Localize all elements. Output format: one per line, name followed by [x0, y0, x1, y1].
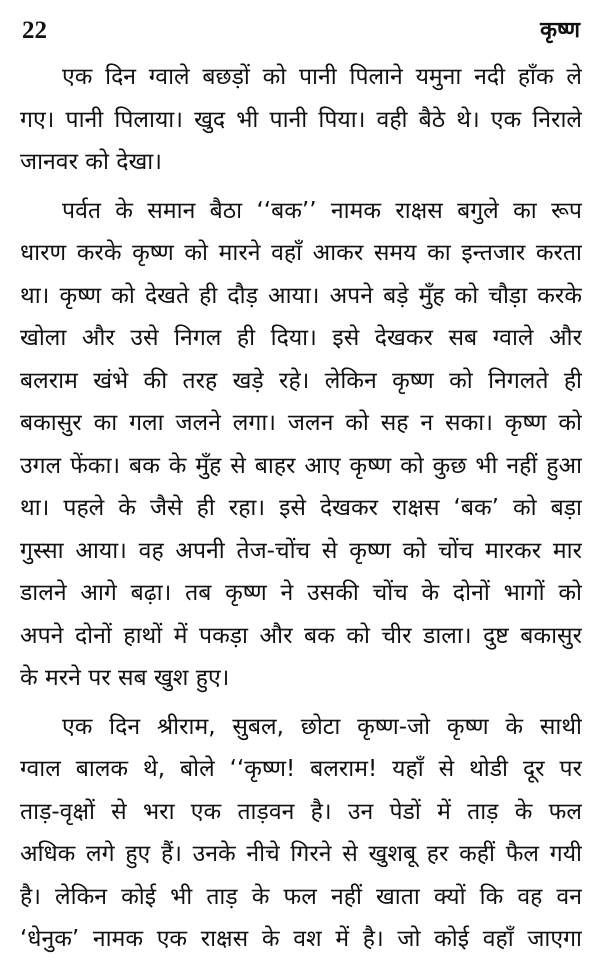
paragraph-3 — [20, 706, 582, 961]
text-line: गए। पानी पिलाया। खुद भी पानी पिया। वही बैठे थे। एक निराले — [20, 106, 582, 133]
text-line: अपने दोनों हाथों में पकड़ा और बक को चीर डाला। दुष्ट बकासुर — [20, 622, 582, 649]
text-line: जानवर को देखा। — [20, 149, 162, 175]
text-line: है। लेकिन कोई भी ताड़ के फल नहीं खाता क्यों कि वह वन — [20, 883, 582, 910]
running-head-title: कृष्ण — [540, 18, 580, 43]
text-line: था। पहले के जैसे ही रहा। इसे देखकर राक्षस ‘बक’ को बड़ा — [20, 495, 582, 521]
paragraph-2 — [20, 190, 582, 700]
text-line: गुस्सा आया। वह अपनी तेज-चोंच से कृष्ण को चोंच मारकर मार — [20, 537, 582, 564]
page-header — [22, 16, 580, 50]
text-line: ताड़-वृक्षों से भरा एक ताड़वन है। उन पेडों में ताड़ के फल — [20, 798, 582, 825]
text-line: ग्वाल बालक थे, बोले ‘‘कृष्ण! बलराम! यहाँ से थोडी दूर पर — [20, 756, 582, 782]
text-line: डालने आगे बढ़ा। तब कृष्ण ने उसकी चोंच के दोनों भागों को — [20, 580, 582, 606]
text-line: ‘धेनुक’ नामक एक राक्षस के वश में है। जो कोई वहाँ जाएगा — [20, 926, 582, 952]
text-line: एक दिन ग्वाले बछड़ों को पानी पिलाने यमुना नदी हाँक ले — [62, 64, 582, 90]
text-line: पर्वत के समान बैठा ‘‘बक’’ नामक राक्षस बगुले का रूप — [62, 197, 582, 224]
text-line: खोला और उसे निगल ही दिया। इसे देखकर सब ग्वाले और — [20, 325, 582, 351]
text-line: बलराम खंभे की तरह खड़े रहे। लेकिन कृष्ण को निगलते ही — [20, 367, 582, 394]
text-line: के मरने पर सब खुश हुए। — [20, 665, 230, 691]
body-text — [20, 56, 582, 967]
paragraph-1 — [20, 56, 582, 184]
text-line: था। कृष्ण को देखते ही दौड़ आया। अपने बड़े मुँह को चौड़ा करके — [20, 282, 582, 309]
text-line: एक दिन श्रीराम, सुबल, छोटा कृष्ण-जो कृष्ण के साथी — [62, 713, 582, 740]
text-line: अधिक लगे हुए हैं। उनके नीचे गिरने से खुशबू हर कहीं फैल गयी — [20, 841, 582, 867]
text-line: उगल फेंका। बक के मुँह से बाहर आए कृष्ण को कुछ भी नहीं हुआ — [20, 452, 582, 479]
text-line: बकासुर का गला जलने लगा। जलन को सह न सका। कृष्ण को — [20, 410, 582, 436]
page-number: 22 — [22, 17, 47, 44]
text-line: धारण करके कृष्ण को मारने वहाँ आकर समय का इन्तजार करता — [20, 240, 582, 266]
